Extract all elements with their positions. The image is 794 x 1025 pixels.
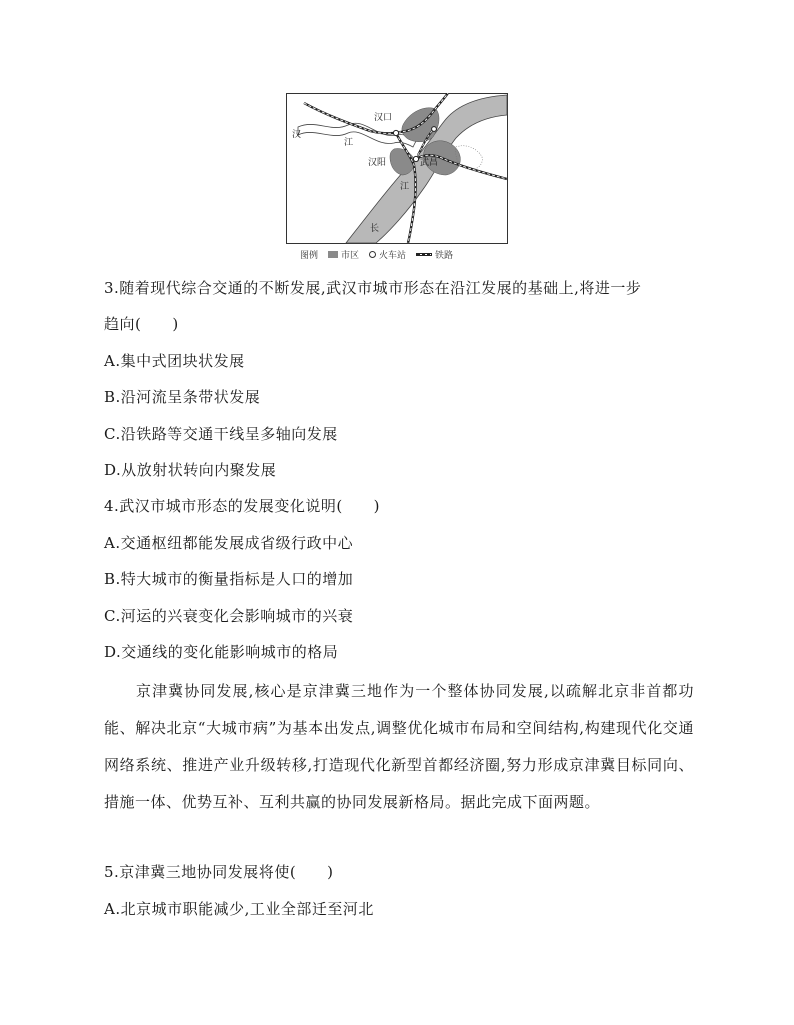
legend-station-label: 火车站 xyxy=(379,250,407,261)
label-wuchang: 武昌 xyxy=(420,158,439,168)
q3-option-a: A.集中式团块状发展 xyxy=(104,352,245,370)
legend-railway xyxy=(416,248,453,261)
label-hankou: 汉口 xyxy=(374,113,393,123)
q3-option-d: D.从放射状转向内聚发展 xyxy=(104,461,277,479)
q4-stem: 4.武汉市城市形态的发展变化说明( ) xyxy=(104,497,381,515)
legend-station xyxy=(369,248,406,261)
station-north xyxy=(432,127,437,132)
label-yangtze-1: 江 xyxy=(400,182,410,192)
q4-option-c: C.河运的兴衰变化会影响城市的兴衰 xyxy=(104,607,354,625)
q5-stem: 5.京津冀三地协同发展将使( ) xyxy=(104,863,334,881)
label-hanyang: 汉阳 xyxy=(368,158,387,168)
q4-option-d: D.交通线的变化能影响城市的格局 xyxy=(104,643,339,661)
q3-stem-line2: 趋向( ) xyxy=(104,315,179,333)
urban-swatch-icon xyxy=(328,251,338,258)
legend-urban xyxy=(328,248,359,261)
reading-passage: 京津冀协同发展,核心是京津冀三地作为一个整体协同发展,以疏解北京非首都功能、解决北京“大城市病”为基本出发点,调整优化城市布局和空间结构,构建现代化交通网络系统、推进产业升级转移,打造现代化新型首都经济圈,努力形成京津冀目标同向、措施一体、优势互补、互利共赢的协同发展新格局。据此完成下面两题。 xyxy=(104,682,694,811)
label-yangtze-2: 长 xyxy=(370,224,380,234)
station-circle-icon xyxy=(369,251,376,258)
wuhan-map xyxy=(286,93,508,244)
q5-option-a: A.北京城市职能减少,工业全部迁至河北 xyxy=(104,900,374,918)
legend-title: 图例 xyxy=(300,250,319,261)
q4-option-a: A.交通枢纽都能发展成省级行政中心 xyxy=(104,534,354,552)
label-han-river-1: 汉 xyxy=(292,130,302,140)
q3-stem-line1: 3.随着现代综合交通的不断发展,武汉市城市形态在沿江发展的基础上,将进一步 xyxy=(104,279,642,297)
label-han-river-2: 江 xyxy=(344,138,354,148)
legend-urban-label: 市区 xyxy=(341,250,360,261)
q3-option-c: C.沿铁路等交通干线呈多轴向发展 xyxy=(104,425,338,443)
q3-option-b: B.沿河流呈条带状发展 xyxy=(104,388,261,406)
q4-option-b: B.特大城市的衡量指标是人口的增加 xyxy=(104,570,354,588)
station-wuchang xyxy=(413,156,418,161)
railway-line-icon xyxy=(416,253,432,256)
station-hankou xyxy=(393,130,398,135)
legend-railway-label: 铁路 xyxy=(435,250,454,261)
map-legend xyxy=(300,247,463,261)
